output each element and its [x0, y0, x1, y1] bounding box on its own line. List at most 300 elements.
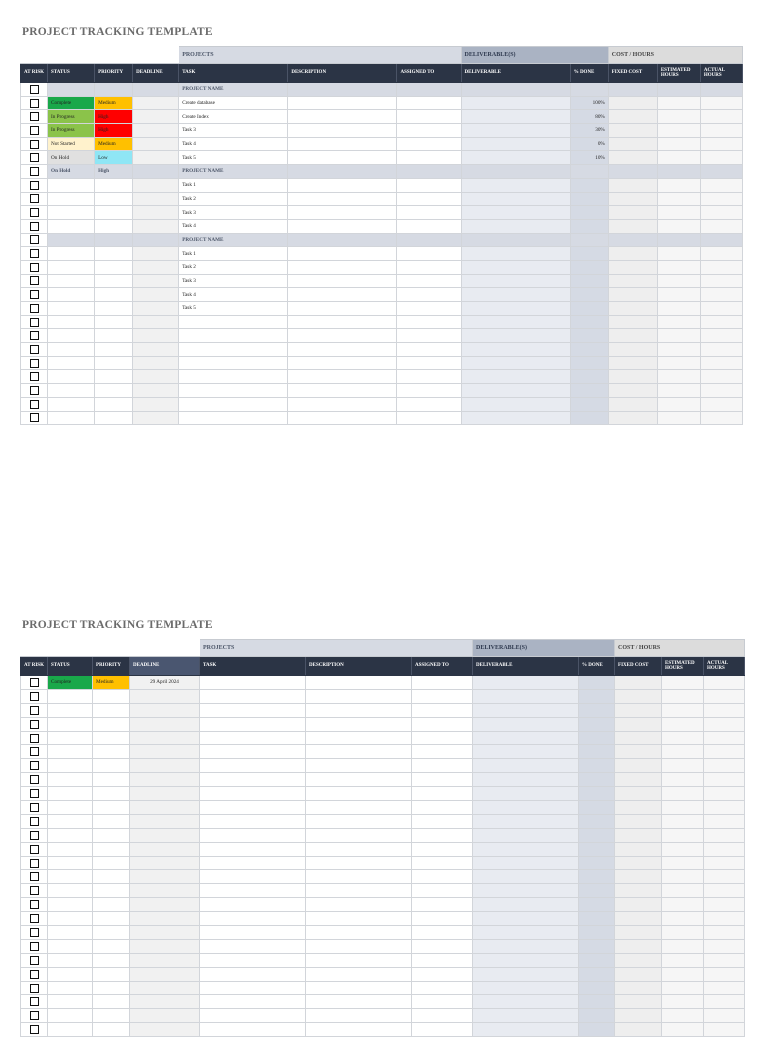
status-cell[interactable]: [48, 302, 95, 316]
at-risk-checkbox[interactable]: [30, 775, 39, 784]
description-cell[interactable]: [306, 787, 412, 801]
at-risk-checkbox[interactable]: [30, 372, 39, 381]
col-assigned-to[interactable]: ASSIGNED TO: [412, 657, 473, 676]
priority-cell[interactable]: [93, 1009, 130, 1023]
deliverable-cell[interactable]: [461, 356, 570, 370]
deadline-cell[interactable]: [133, 302, 179, 316]
fixed-cost-cell[interactable]: [608, 370, 657, 384]
status-cell[interactable]: [48, 384, 95, 398]
at-risk-checkbox[interactable]: [30, 276, 39, 285]
fixed-cost-cell[interactable]: [615, 953, 662, 967]
deliverable-cell[interactable]: [461, 165, 570, 179]
priority-cell[interactable]: [93, 787, 130, 801]
fixed-cost-cell[interactable]: [615, 842, 662, 856]
task-cell[interactable]: [200, 1023, 306, 1037]
status-cell[interactable]: [48, 260, 95, 274]
status-cell[interactable]: [48, 912, 93, 926]
assigned-to-cell[interactable]: [412, 787, 473, 801]
actual-hours-cell[interactable]: [704, 1009, 745, 1023]
at-risk-checkbox[interactable]: [30, 359, 39, 368]
fixed-cost-cell[interactable]: [608, 315, 657, 329]
estimated-hours-cell[interactable]: [662, 898, 704, 912]
deadline-cell[interactable]: [133, 384, 179, 398]
priority-cell[interactable]: [93, 828, 130, 842]
pct-done-cell[interactable]: [570, 83, 608, 97]
deadline-cell[interactable]: [133, 274, 179, 288]
deliverable-cell[interactable]: [473, 953, 579, 967]
pct-done-cell[interactable]: [579, 676, 615, 690]
estimated-hours-cell[interactable]: [662, 801, 704, 815]
description-cell[interactable]: [306, 926, 412, 940]
deadline-cell[interactable]: [130, 745, 200, 759]
description-cell[interactable]: [306, 939, 412, 953]
fixed-cost-cell[interactable]: [615, 676, 662, 690]
estimated-hours-cell[interactable]: [657, 274, 700, 288]
at-risk-cell[interactable]: [21, 233, 48, 247]
at-risk-checkbox[interactable]: [30, 859, 39, 868]
actual-hours-cell[interactable]: [704, 912, 745, 926]
status-cell[interactable]: [48, 787, 93, 801]
at-risk-checkbox[interactable]: [30, 126, 39, 135]
priority-cell[interactable]: [95, 356, 133, 370]
actual-hours-cell[interactable]: [704, 676, 745, 690]
fixed-cost-cell[interactable]: [608, 192, 657, 206]
fixed-cost-cell[interactable]: [615, 856, 662, 870]
deadline-cell[interactable]: [130, 773, 200, 787]
pct-done-cell[interactable]: [579, 870, 615, 884]
description-cell[interactable]: [306, 773, 412, 787]
at-risk-cell[interactable]: [21, 329, 48, 343]
status-cell[interactable]: [48, 926, 93, 940]
estimated-hours-cell[interactable]: [657, 315, 700, 329]
fixed-cost-cell[interactable]: [615, 773, 662, 787]
deliverable-cell[interactable]: [461, 124, 570, 138]
at-risk-cell[interactable]: [21, 787, 48, 801]
pct-done-cell[interactable]: [570, 288, 608, 302]
assigned-to-cell[interactable]: [397, 343, 461, 357]
actual-hours-cell[interactable]: [704, 898, 745, 912]
priority-cell[interactable]: [93, 884, 130, 898]
actual-hours-cell[interactable]: [704, 828, 745, 842]
task-cell[interactable]: [200, 1009, 306, 1023]
pct-done-cell[interactable]: [579, 689, 615, 703]
description-cell[interactable]: [288, 288, 397, 302]
task-cell[interactable]: Task 2: [179, 260, 288, 274]
task-cell[interactable]: Task 1: [179, 247, 288, 261]
deadline-cell[interactable]: [133, 411, 179, 425]
task-cell[interactable]: Task 1: [179, 178, 288, 192]
description-cell[interactable]: [306, 828, 412, 842]
description-cell[interactable]: [306, 967, 412, 981]
deliverable-cell[interactable]: [473, 1009, 579, 1023]
description-cell[interactable]: [306, 842, 412, 856]
deliverable-cell[interactable]: [473, 814, 579, 828]
deliverable-cell[interactable]: [461, 343, 570, 357]
fixed-cost-cell[interactable]: [615, 939, 662, 953]
fixed-cost-cell[interactable]: [608, 165, 657, 179]
pct-done-cell[interactable]: [579, 884, 615, 898]
estimated-hours-cell[interactable]: [657, 397, 700, 411]
priority-cell[interactable]: [93, 995, 130, 1009]
pct-done-cell[interactable]: [579, 828, 615, 842]
assigned-to-cell[interactable]: [397, 356, 461, 370]
pct-done-cell[interactable]: [570, 343, 608, 357]
deliverable-cell[interactable]: [461, 329, 570, 343]
deliverable-cell[interactable]: [473, 717, 579, 731]
task-cell[interactable]: [200, 773, 306, 787]
description-cell[interactable]: [306, 717, 412, 731]
deadline-cell[interactable]: [130, 912, 200, 926]
deadline-cell[interactable]: [130, 981, 200, 995]
fixed-cost-cell[interactable]: [615, 967, 662, 981]
deadline-cell[interactable]: [130, 856, 200, 870]
at-risk-checkbox[interactable]: [30, 194, 39, 203]
assigned-to-cell[interactable]: [412, 926, 473, 940]
at-risk-cell[interactable]: [21, 1023, 48, 1037]
assigned-to-cell[interactable]: [397, 165, 461, 179]
pct-done-cell[interactable]: 80%: [570, 110, 608, 124]
status-cell[interactable]: [48, 801, 93, 815]
pct-done-cell[interactable]: [579, 953, 615, 967]
description-cell[interactable]: [288, 329, 397, 343]
assigned-to-cell[interactable]: [397, 384, 461, 398]
status-cell[interactable]: [48, 370, 95, 384]
actual-hours-cell[interactable]: [700, 274, 742, 288]
at-risk-checkbox[interactable]: [30, 956, 39, 965]
actual-hours-cell[interactable]: [704, 856, 745, 870]
pct-done-cell[interactable]: [570, 247, 608, 261]
fixed-cost-cell[interactable]: [615, 759, 662, 773]
deliverable-cell[interactable]: [473, 731, 579, 745]
deadline-cell[interactable]: [130, 926, 200, 940]
fixed-cost-cell[interactable]: [608, 151, 657, 165]
description-cell[interactable]: [288, 110, 397, 124]
at-risk-cell[interactable]: [21, 397, 48, 411]
at-risk-cell[interactable]: [21, 731, 48, 745]
assigned-to-cell[interactable]: [412, 814, 473, 828]
deliverable-cell[interactable]: [473, 967, 579, 981]
status-cell[interactable]: Complete: [48, 96, 95, 110]
actual-hours-cell[interactable]: [704, 731, 745, 745]
assigned-to-cell[interactable]: [397, 96, 461, 110]
at-risk-checkbox[interactable]: [30, 747, 39, 756]
assigned-to-cell[interactable]: [412, 703, 473, 717]
at-risk-cell[interactable]: [21, 842, 48, 856]
description-cell[interactable]: [288, 178, 397, 192]
deadline-cell[interactable]: [130, 689, 200, 703]
priority-cell[interactable]: [95, 411, 133, 425]
assigned-to-cell[interactable]: [397, 124, 461, 138]
at-risk-cell[interactable]: [21, 689, 48, 703]
status-cell[interactable]: [48, 83, 95, 97]
deliverable-cell[interactable]: [461, 83, 570, 97]
deliverable-cell[interactable]: [473, 1023, 579, 1037]
at-risk-cell[interactable]: [21, 83, 48, 97]
at-risk-checkbox[interactable]: [30, 914, 39, 923]
assigned-to-cell[interactable]: [412, 856, 473, 870]
at-risk-cell[interactable]: [21, 870, 48, 884]
description-cell[interactable]: [306, 981, 412, 995]
status-cell[interactable]: [48, 178, 95, 192]
fixed-cost-cell[interactable]: [615, 787, 662, 801]
estimated-hours-cell[interactable]: [657, 247, 700, 261]
deliverable-cell[interactable]: [473, 703, 579, 717]
estimated-hours-cell[interactable]: [662, 884, 704, 898]
actual-hours-cell[interactable]: [704, 926, 745, 940]
col-fixed-cost[interactable]: FIXED COST: [608, 64, 657, 83]
actual-hours-cell[interactable]: [704, 1023, 745, 1037]
at-risk-cell[interactable]: [21, 96, 48, 110]
fixed-cost-cell[interactable]: [608, 178, 657, 192]
deadline-cell[interactable]: [133, 83, 179, 97]
description-cell[interactable]: [288, 356, 397, 370]
priority-cell[interactable]: [95, 315, 133, 329]
task-cell[interactable]: [200, 676, 306, 690]
deadline-cell[interactable]: [133, 397, 179, 411]
task-cell[interactable]: [200, 856, 306, 870]
actual-hours-cell[interactable]: [704, 745, 745, 759]
status-cell[interactable]: [48, 884, 93, 898]
estimated-hours-cell[interactable]: [662, 953, 704, 967]
fixed-cost-cell[interactable]: [615, 870, 662, 884]
status-cell[interactable]: [48, 745, 93, 759]
assigned-to-cell[interactable]: [397, 397, 461, 411]
at-risk-checkbox[interactable]: [30, 678, 39, 687]
at-risk-cell[interactable]: [21, 165, 48, 179]
actual-hours-cell[interactable]: [700, 219, 742, 233]
estimated-hours-cell[interactable]: [662, 1023, 704, 1037]
fixed-cost-cell[interactable]: [608, 124, 657, 138]
assigned-to-cell[interactable]: [412, 801, 473, 815]
at-risk-checkbox[interactable]: [30, 845, 39, 854]
assigned-to-cell[interactable]: [412, 884, 473, 898]
estimated-hours-cell[interactable]: [657, 411, 700, 425]
estimated-hours-cell[interactable]: [662, 828, 704, 842]
estimated-hours-cell[interactable]: [662, 870, 704, 884]
description-cell[interactable]: [306, 745, 412, 759]
status-cell[interactable]: [48, 315, 95, 329]
status-cell[interactable]: [48, 343, 95, 357]
deadline-cell[interactable]: [130, 801, 200, 815]
task-cell[interactable]: PROJECT NAME: [179, 83, 288, 97]
at-risk-cell[interactable]: [21, 247, 48, 261]
at-risk-cell[interactable]: [21, 315, 48, 329]
description-cell[interactable]: [288, 233, 397, 247]
priority-cell[interactable]: [95, 233, 133, 247]
estimated-hours-cell[interactable]: [657, 288, 700, 302]
priority-cell[interactable]: Low: [95, 151, 133, 165]
deliverable-cell[interactable]: [461, 192, 570, 206]
assigned-to-cell[interactable]: [397, 137, 461, 151]
actual-hours-cell[interactable]: [700, 315, 742, 329]
col-estimated-hours[interactable]: ESTIMATED HOURS: [662, 657, 704, 676]
actual-hours-cell[interactable]: [700, 302, 742, 316]
at-risk-checkbox[interactable]: [30, 803, 39, 812]
estimated-hours-cell[interactable]: [662, 676, 704, 690]
assigned-to-cell[interactable]: [397, 370, 461, 384]
assigned-to-cell[interactable]: [412, 870, 473, 884]
description-cell[interactable]: [306, 870, 412, 884]
estimated-hours-cell[interactable]: [657, 83, 700, 97]
assigned-to-cell[interactable]: [412, 967, 473, 981]
description-cell[interactable]: [288, 315, 397, 329]
col-deadline[interactable]: DEADLINE: [130, 657, 200, 676]
assigned-to-cell[interactable]: [412, 1023, 473, 1037]
at-risk-cell[interactable]: [21, 939, 48, 953]
deliverable-cell[interactable]: [461, 137, 570, 151]
deadline-cell[interactable]: [130, 995, 200, 1009]
description-cell[interactable]: [288, 343, 397, 357]
estimated-hours-cell[interactable]: [662, 689, 704, 703]
col-description[interactable]: DESCRIPTION: [306, 657, 412, 676]
task-cell[interactable]: [200, 703, 306, 717]
at-risk-cell[interactable]: [21, 124, 48, 138]
pct-done-cell[interactable]: [570, 411, 608, 425]
estimated-hours-cell[interactable]: [657, 370, 700, 384]
task-cell[interactable]: [200, 842, 306, 856]
actual-hours-cell[interactable]: [700, 384, 742, 398]
actual-hours-cell[interactable]: [704, 967, 745, 981]
description-cell[interactable]: [306, 814, 412, 828]
at-risk-checkbox[interactable]: [30, 249, 39, 258]
estimated-hours-cell[interactable]: [662, 773, 704, 787]
at-risk-checkbox[interactable]: [30, 734, 39, 743]
at-risk-checkbox[interactable]: [30, 1011, 39, 1020]
estimated-hours-cell[interactable]: [657, 233, 700, 247]
deliverable-cell[interactable]: [461, 110, 570, 124]
status-cell[interactable]: In Progress: [48, 124, 95, 138]
task-cell[interactable]: [200, 787, 306, 801]
deliverable-cell[interactable]: [473, 884, 579, 898]
deliverable-cell[interactable]: [461, 247, 570, 261]
pct-done-cell[interactable]: [570, 274, 608, 288]
col-description[interactable]: DESCRIPTION: [288, 64, 397, 83]
fixed-cost-cell[interactable]: [608, 288, 657, 302]
description-cell[interactable]: [288, 384, 397, 398]
deadline-cell[interactable]: [130, 1023, 200, 1037]
status-cell[interactable]: In Progress: [48, 110, 95, 124]
at-risk-cell[interactable]: [21, 926, 48, 940]
col-priority[interactable]: PRIORITY: [93, 657, 130, 676]
fixed-cost-cell[interactable]: [608, 233, 657, 247]
estimated-hours-cell[interactable]: [657, 110, 700, 124]
at-risk-cell[interactable]: [21, 151, 48, 165]
priority-cell[interactable]: [95, 192, 133, 206]
description-cell[interactable]: [288, 370, 397, 384]
col-pct-done[interactable]: % DONE: [570, 64, 608, 83]
at-risk-cell[interactable]: [21, 178, 48, 192]
estimated-hours-cell[interactable]: [662, 912, 704, 926]
status-cell[interactable]: [48, 759, 93, 773]
deadline-cell[interactable]: [133, 233, 179, 247]
pct-done-cell[interactable]: [579, 1009, 615, 1023]
pct-done-cell[interactable]: [579, 926, 615, 940]
estimated-hours-cell[interactable]: [657, 343, 700, 357]
at-risk-checkbox[interactable]: [30, 997, 39, 1006]
actual-hours-cell[interactable]: [700, 370, 742, 384]
pct-done-cell[interactable]: [579, 801, 615, 815]
task-cell[interactable]: [200, 939, 306, 953]
at-risk-cell[interactable]: [21, 898, 48, 912]
at-risk-checkbox[interactable]: [30, 290, 39, 299]
status-cell[interactable]: [48, 717, 93, 731]
description-cell[interactable]: [288, 302, 397, 316]
description-cell[interactable]: [306, 759, 412, 773]
fixed-cost-cell[interactable]: [608, 343, 657, 357]
at-risk-cell[interactable]: [21, 356, 48, 370]
deliverable-cell[interactable]: [473, 926, 579, 940]
at-risk-checkbox[interactable]: [30, 222, 39, 231]
status-cell[interactable]: [48, 689, 93, 703]
deadline-cell[interactable]: [130, 967, 200, 981]
deliverable-cell[interactable]: [473, 842, 579, 856]
actual-hours-cell[interactable]: [700, 288, 742, 302]
at-risk-cell[interactable]: [21, 884, 48, 898]
col-fixed-cost[interactable]: FIXED COST: [615, 657, 662, 676]
estimated-hours-cell[interactable]: [662, 1009, 704, 1023]
task-cell[interactable]: [200, 870, 306, 884]
at-risk-checkbox[interactable]: [30, 400, 39, 409]
at-risk-cell[interactable]: [21, 219, 48, 233]
at-risk-cell[interactable]: [21, 370, 48, 384]
task-cell[interactable]: [179, 329, 288, 343]
col-estimated-hours[interactable]: ESTIMATED HOURS: [657, 64, 700, 83]
task-cell[interactable]: [200, 898, 306, 912]
priority-cell[interactable]: Medium: [95, 96, 133, 110]
fixed-cost-cell[interactable]: [615, 926, 662, 940]
pct-done-cell[interactable]: 0%: [570, 137, 608, 151]
deliverable-cell[interactable]: [461, 178, 570, 192]
fixed-cost-cell[interactable]: [608, 302, 657, 316]
deadline-cell[interactable]: [133, 219, 179, 233]
fixed-cost-cell[interactable]: [615, 689, 662, 703]
assigned-to-cell[interactable]: [412, 842, 473, 856]
actual-hours-cell[interactable]: [704, 773, 745, 787]
estimated-hours-cell[interactable]: [662, 995, 704, 1009]
pct-done-cell[interactable]: [570, 370, 608, 384]
actual-hours-cell[interactable]: [704, 884, 745, 898]
estimated-hours-cell[interactable]: [662, 842, 704, 856]
task-cell[interactable]: [179, 397, 288, 411]
task-cell[interactable]: [179, 411, 288, 425]
description-cell[interactable]: [288, 206, 397, 220]
pct-done-cell[interactable]: [579, 814, 615, 828]
status-cell[interactable]: [48, 219, 95, 233]
description-cell[interactable]: [288, 260, 397, 274]
description-cell[interactable]: [306, 856, 412, 870]
estimated-hours-cell[interactable]: [657, 124, 700, 138]
task-cell[interactable]: [200, 759, 306, 773]
col-deliverable[interactable]: DELIVERABLE: [461, 64, 570, 83]
deadline-cell[interactable]: [133, 315, 179, 329]
status-cell[interactable]: [48, 898, 93, 912]
task-cell[interactable]: Task 4: [179, 219, 288, 233]
deadline-cell[interactable]: 29 April 2024: [130, 676, 200, 690]
at-risk-checkbox[interactable]: [30, 318, 39, 327]
estimated-hours-cell[interactable]: [657, 96, 700, 110]
task-cell[interactable]: Create database: [179, 96, 288, 110]
col-priority[interactable]: PRIORITY: [95, 64, 133, 83]
assigned-to-cell[interactable]: [397, 206, 461, 220]
estimated-hours-cell[interactable]: [657, 151, 700, 165]
fixed-cost-cell[interactable]: [615, 981, 662, 995]
task-cell[interactable]: [200, 689, 306, 703]
actual-hours-cell[interactable]: [700, 192, 742, 206]
fixed-cost-cell[interactable]: [608, 206, 657, 220]
task-cell[interactable]: Task 2: [179, 192, 288, 206]
status-cell[interactable]: Complete: [48, 676, 93, 690]
deadline-cell[interactable]: [130, 953, 200, 967]
